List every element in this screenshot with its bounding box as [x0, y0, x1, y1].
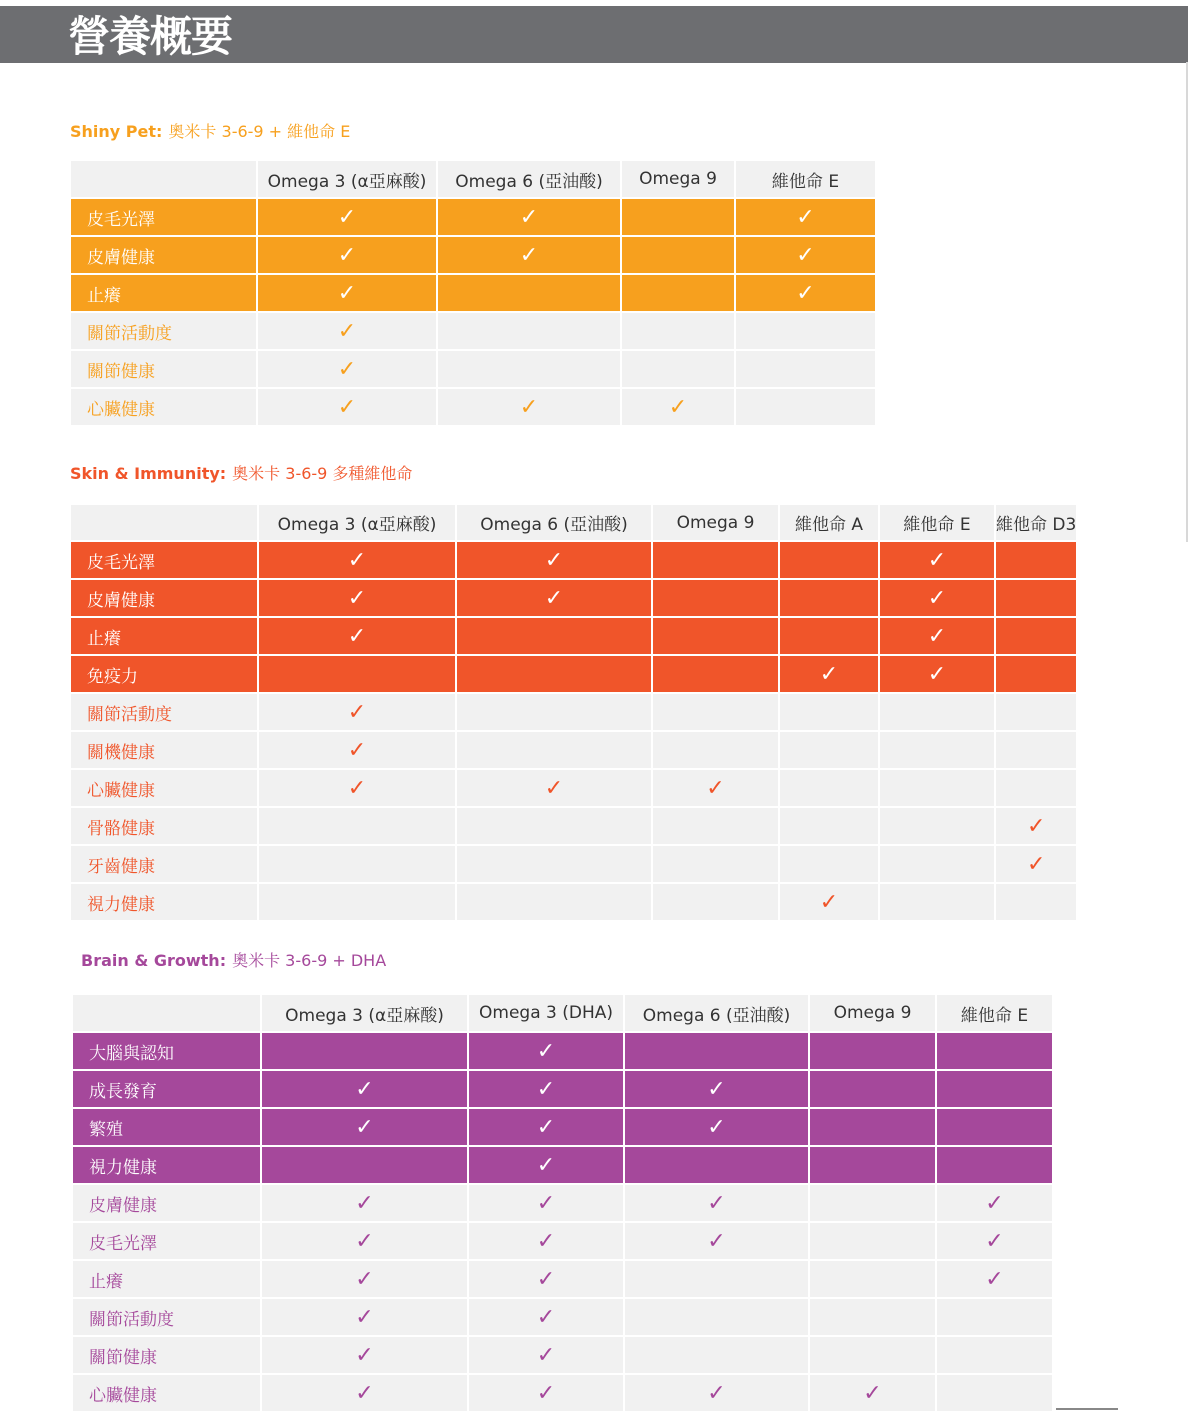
table-row — [71, 580, 1076, 616]
check-icon: ✓ — [438, 389, 620, 425]
header-corner — [73, 995, 260, 1031]
table-row — [71, 618, 1076, 654]
column-header: Omega 9 — [622, 161, 734, 197]
section-name: Skin & Immunity: — [70, 464, 227, 483]
empty-cell — [653, 694, 778, 730]
empty-cell — [653, 808, 778, 844]
check-icon: ✓ — [469, 1375, 623, 1411]
check-icon: ✓ — [262, 1337, 467, 1373]
check-icon: ✓ — [457, 542, 651, 578]
check-icon: ✓ — [438, 237, 620, 273]
row-label: 關節健康 — [71, 351, 256, 387]
table-shiny-pet — [69, 159, 877, 427]
empty-cell — [457, 884, 651, 920]
column-header: Omega 6 (亞油酸) — [625, 995, 808, 1031]
page-header — [0, 6, 1188, 63]
section-name: Brain & Growth: — [81, 951, 227, 970]
row-label: 皮膚健康 — [73, 1185, 260, 1221]
row-label: 免疫力 — [71, 656, 257, 692]
empty-cell — [653, 542, 778, 578]
check-icon: ✓ — [625, 1071, 808, 1107]
empty-cell — [880, 770, 994, 806]
row-label: 關機健康 — [71, 732, 257, 768]
table-row — [71, 389, 875, 425]
empty-cell — [880, 884, 994, 920]
empty-cell — [736, 351, 875, 387]
check-icon: ✓ — [625, 1375, 808, 1411]
check-icon: ✓ — [259, 542, 455, 578]
empty-cell — [937, 1337, 1052, 1373]
row-label: 止癢 — [71, 275, 256, 311]
empty-cell — [653, 732, 778, 768]
empty-cell — [457, 846, 651, 882]
column-header: 維他命 E — [937, 995, 1052, 1031]
empty-cell — [457, 618, 651, 654]
check-icon: ✓ — [262, 1375, 467, 1411]
check-icon: ✓ — [780, 884, 878, 920]
empty-cell — [996, 656, 1076, 692]
table-brain-growth — [71, 993, 1054, 1413]
check-icon: ✓ — [262, 1185, 467, 1221]
empty-cell — [880, 846, 994, 882]
row-label: 大腦與認知 — [73, 1033, 260, 1069]
empty-cell — [736, 389, 875, 425]
column-header: Omega 9 — [653, 505, 778, 540]
empty-cell — [810, 1223, 935, 1259]
empty-cell — [880, 694, 994, 730]
empty-cell — [937, 1071, 1052, 1107]
empty-cell — [780, 694, 878, 730]
empty-cell — [438, 351, 620, 387]
empty-cell — [780, 580, 878, 616]
check-icon: ✓ — [258, 351, 436, 387]
table-row — [71, 770, 1076, 806]
check-icon: ✓ — [880, 618, 994, 654]
empty-cell — [622, 351, 734, 387]
check-icon: ✓ — [258, 275, 436, 311]
empty-cell — [880, 732, 994, 768]
empty-cell — [996, 770, 1076, 806]
empty-cell — [810, 1071, 935, 1107]
column-header: Omega 3 (DHA) — [469, 995, 623, 1031]
check-icon: ✓ — [469, 1337, 623, 1373]
empty-cell — [996, 884, 1076, 920]
row-label: 視力健康 — [73, 1147, 260, 1183]
check-icon: ✓ — [880, 656, 994, 692]
check-icon: ✓ — [880, 580, 994, 616]
section-heading-brain-growth — [81, 948, 386, 971]
check-icon: ✓ — [457, 580, 651, 616]
check-icon: ✓ — [937, 1223, 1052, 1259]
row-label: 成長發育 — [73, 1071, 260, 1107]
table-row — [71, 656, 1076, 692]
table-row — [73, 1033, 1052, 1069]
check-icon: ✓ — [469, 1033, 623, 1069]
row-label: 牙齒健康 — [71, 846, 257, 882]
empty-cell — [653, 846, 778, 882]
table-row — [73, 1147, 1052, 1183]
empty-cell — [259, 884, 455, 920]
empty-cell — [736, 313, 875, 349]
check-icon: ✓ — [262, 1109, 467, 1145]
column-header: Omega 6 (亞油酸) — [438, 161, 620, 197]
empty-cell — [457, 808, 651, 844]
empty-cell — [457, 732, 651, 768]
bottom-rule — [1056, 1408, 1118, 1410]
table-skin-immunity — [69, 503, 1078, 922]
empty-cell — [880, 808, 994, 844]
empty-cell — [810, 1185, 935, 1221]
check-icon: ✓ — [259, 580, 455, 616]
row-label: 止癢 — [71, 618, 257, 654]
empty-cell — [996, 542, 1076, 578]
empty-cell — [625, 1337, 808, 1373]
row-label: 皮膚健康 — [71, 237, 256, 273]
check-icon: ✓ — [258, 237, 436, 273]
page-title: 營養概要 — [68, 12, 233, 61]
check-icon: ✓ — [259, 732, 455, 768]
check-icon: ✓ — [736, 199, 875, 235]
empty-cell — [262, 1147, 467, 1183]
row-label: 皮膚健康 — [71, 580, 257, 616]
empty-cell — [810, 1299, 935, 1335]
empty-cell — [653, 580, 778, 616]
check-icon: ✓ — [457, 770, 651, 806]
table-row — [73, 1299, 1052, 1335]
section-description: 奧米卡 3-6-9 + 維他命 E — [168, 122, 351, 141]
empty-cell — [625, 1147, 808, 1183]
table-row — [73, 1261, 1052, 1297]
row-label: 皮毛光澤 — [73, 1223, 260, 1259]
check-icon: ✓ — [469, 1299, 623, 1335]
table-row — [71, 542, 1076, 578]
empty-cell — [810, 1109, 935, 1145]
empty-cell — [259, 846, 455, 882]
table-row — [73, 1223, 1052, 1259]
table-row — [71, 884, 1076, 920]
empty-cell — [996, 694, 1076, 730]
table-row — [71, 313, 875, 349]
check-icon: ✓ — [438, 199, 620, 235]
empty-cell — [622, 199, 734, 235]
row-label: 心臟健康 — [73, 1375, 260, 1411]
empty-cell — [937, 1033, 1052, 1069]
empty-cell — [810, 1261, 935, 1297]
row-label: 關節活動度 — [71, 313, 256, 349]
empty-cell — [262, 1033, 467, 1069]
empty-cell — [937, 1299, 1052, 1335]
check-icon: ✓ — [469, 1185, 623, 1221]
empty-cell — [259, 808, 455, 844]
check-icon: ✓ — [736, 237, 875, 273]
column-header: Omega 3 (α亞麻酸) — [262, 995, 467, 1031]
check-icon: ✓ — [469, 1223, 623, 1259]
check-icon: ✓ — [880, 542, 994, 578]
table-row — [73, 1337, 1052, 1373]
check-icon: ✓ — [469, 1109, 623, 1145]
row-label: 骨骼健康 — [71, 808, 257, 844]
empty-cell — [625, 1261, 808, 1297]
section-heading-shiny-pet — [70, 119, 350, 142]
empty-cell — [622, 313, 734, 349]
check-icon: ✓ — [469, 1261, 623, 1297]
check-icon: ✓ — [258, 389, 436, 425]
section-description: 奧米卡 3-6-9 + DHA — [232, 951, 387, 970]
section-description: 奧米卡 3-6-9 多種維他命 — [232, 464, 413, 483]
table-row — [73, 1109, 1052, 1145]
empty-cell — [622, 275, 734, 311]
row-label: 關節健康 — [73, 1337, 260, 1373]
row-label: 止癢 — [73, 1261, 260, 1297]
check-icon: ✓ — [469, 1147, 623, 1183]
column-header: 維他命 D3 — [996, 505, 1076, 540]
row-label: 關節活動度 — [73, 1299, 260, 1335]
row-label: 心臟健康 — [71, 389, 256, 425]
check-icon: ✓ — [653, 770, 778, 806]
empty-cell — [457, 694, 651, 730]
empty-cell — [653, 656, 778, 692]
empty-cell — [653, 884, 778, 920]
check-icon: ✓ — [996, 846, 1076, 882]
check-icon: ✓ — [996, 808, 1076, 844]
table-row — [71, 275, 875, 311]
check-icon: ✓ — [625, 1185, 808, 1221]
empty-cell — [937, 1147, 1052, 1183]
check-icon: ✓ — [262, 1299, 467, 1335]
empty-cell — [780, 846, 878, 882]
check-icon: ✓ — [259, 770, 455, 806]
section-heading-skin-immunity — [70, 461, 412, 484]
row-label: 關節活動度 — [71, 694, 257, 730]
empty-cell — [622, 237, 734, 273]
empty-cell — [780, 732, 878, 768]
table-row — [71, 199, 875, 235]
right-edge-rule — [1186, 62, 1188, 542]
check-icon: ✓ — [262, 1261, 467, 1297]
empty-cell — [625, 1299, 808, 1335]
column-header: Omega 3 (α亞麻酸) — [259, 505, 455, 540]
empty-cell — [996, 580, 1076, 616]
section-name: Shiny Pet: — [70, 122, 163, 141]
check-icon: ✓ — [258, 199, 436, 235]
table-row — [71, 732, 1076, 768]
check-icon: ✓ — [469, 1071, 623, 1107]
check-icon: ✓ — [625, 1109, 808, 1145]
check-icon: ✓ — [622, 389, 734, 425]
empty-cell — [780, 808, 878, 844]
column-header: Omega 6 (亞油酸) — [457, 505, 651, 540]
table-row — [71, 237, 875, 273]
header-corner — [71, 505, 257, 540]
check-icon: ✓ — [259, 618, 455, 654]
empty-cell — [457, 656, 651, 692]
header-corner — [71, 161, 256, 197]
empty-cell — [780, 542, 878, 578]
check-icon: ✓ — [262, 1223, 467, 1259]
column-header: 維他命 E — [880, 505, 994, 540]
empty-cell — [810, 1337, 935, 1373]
empty-cell — [438, 275, 620, 311]
column-header: 維他命 E — [736, 161, 875, 197]
empty-cell — [780, 770, 878, 806]
empty-cell — [653, 618, 778, 654]
check-icon: ✓ — [937, 1185, 1052, 1221]
table-row — [73, 1185, 1052, 1221]
empty-cell — [438, 313, 620, 349]
empty-cell — [996, 732, 1076, 768]
column-header: 維他命 A — [780, 505, 878, 540]
check-icon: ✓ — [625, 1223, 808, 1259]
table-row — [71, 808, 1076, 844]
check-icon: ✓ — [937, 1261, 1052, 1297]
check-icon: ✓ — [780, 656, 878, 692]
check-icon: ✓ — [258, 313, 436, 349]
empty-cell — [259, 656, 455, 692]
row-label: 心臟健康 — [71, 770, 257, 806]
empty-cell — [937, 1109, 1052, 1145]
column-header: Omega 3 (α亞麻酸) — [258, 161, 436, 197]
table-row — [73, 1375, 1052, 1411]
empty-cell — [810, 1033, 935, 1069]
empty-cell — [625, 1033, 808, 1069]
column-header: Omega 9 — [810, 995, 935, 1031]
row-label: 繁殖 — [73, 1109, 260, 1145]
empty-cell — [780, 618, 878, 654]
table-row — [71, 846, 1076, 882]
empty-cell — [937, 1375, 1052, 1411]
empty-cell — [996, 618, 1076, 654]
row-label: 視力健康 — [71, 884, 257, 920]
row-label: 皮毛光澤 — [71, 542, 257, 578]
row-label: 皮毛光澤 — [71, 199, 256, 235]
check-icon: ✓ — [259, 694, 455, 730]
table-row — [71, 351, 875, 387]
table-row — [73, 1071, 1052, 1107]
table-row — [71, 694, 1076, 730]
check-icon: ✓ — [736, 275, 875, 311]
check-icon: ✓ — [262, 1071, 467, 1107]
empty-cell — [810, 1147, 935, 1183]
check-icon: ✓ — [810, 1375, 935, 1411]
